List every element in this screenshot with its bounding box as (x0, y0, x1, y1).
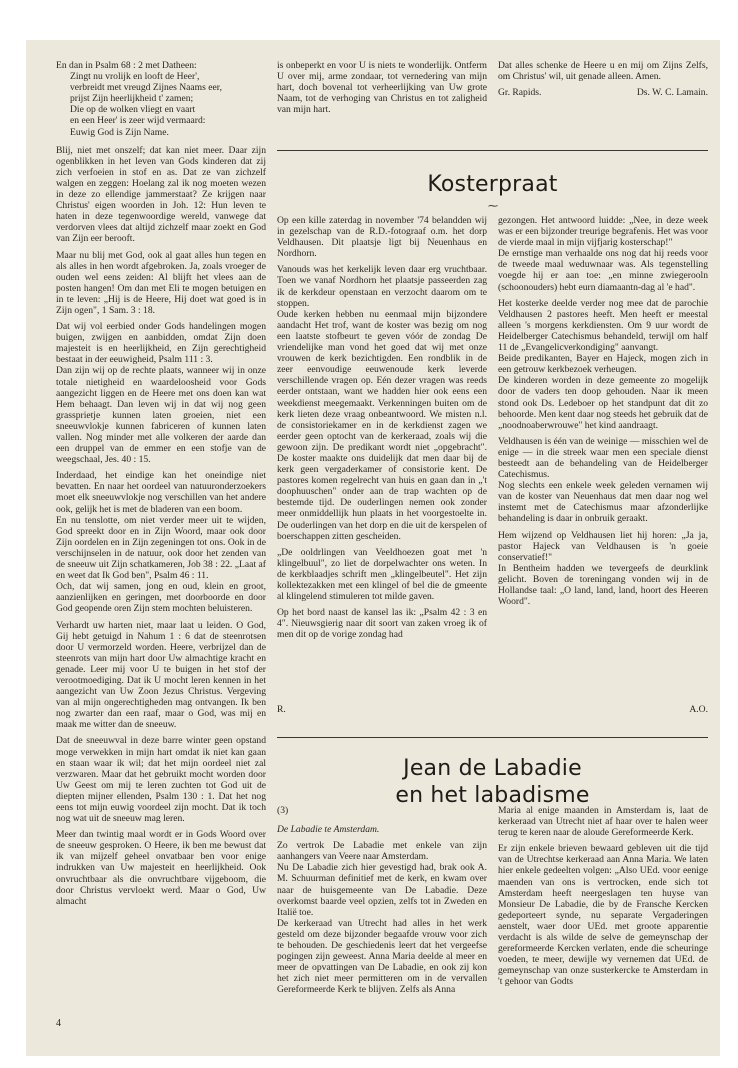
paragraph: Het kosterke deelde verder nog mee dat de parochie Veldhausen 2 pastores heeft. Men heeft er meestal alleen 's morgens kerkdiensten. Om 9 uur wordt de Heidelberger Catechismus behandeld, terwijl om half 11 de „Evangelicverkondiging" aanvangt. (498, 297, 708, 354)
paragraph: Hem wijzend op Veldhausen liet hij horen: „Ja ja, pastor Hajeck van Veldhausen is 'n goeie conservatief!" (498, 529, 708, 563)
paragraph: Beide predikanten, Bayer en Hajeck, mogen zich in een getrouw kerkbezoek verheugen. (498, 353, 708, 376)
right-column-top (498, 60, 708, 98)
signature-place: Gr. Rapids. (498, 87, 542, 99)
middle-column-top (277, 60, 487, 120)
paragraph: De kinderen worden in deze gemeente zo mogelijk door de vaders ten doop gehouden. Naar ik meen stond ook Ds. Ledeboer op het standpunt dat dit zo behoorde. Men kent daar nog steeds het gebruik dat de „noodnoaberwrouwe" het kind aandraagt. (498, 375, 708, 431)
paragraph: Maria al enige maanden in Amsterdam is, laat de kerkeraad van Utrecht niet af haar over te halen weer terug te keren naar de aloude Gereformeerde Kerk. (498, 805, 708, 839)
page-number: 4 (56, 1018, 61, 1029)
labadie-title (277, 755, 708, 809)
paragraph: Veldhausen is één van de weinige — misschien wel de enige — in die streek waar men een speciale dienst besteedt aan de behandeling van de Heidelberger Catechismus. (498, 435, 708, 481)
kosterpraat-column-2 (498, 215, 708, 612)
paragraph: „De ooldrlingen van Veeldhoezen goat met 'n klingelbuul", zo liet de dorpelwachter ons weten. In de kerkblaadjes schrift men „klingelbeutel". Het zijn kollektezakken met een klingel of bel die de gmeente al klingelend stimuleren tot milde gaven. (277, 546, 487, 603)
paragraph: Oude kerken hebben nu eenmaal mijn bijzondere aandacht Het trof, want de koster was bezig om nog een laatste stofbeurt te geven vóór de zondag De vriendelijke man vond het goed dat wij met onze vrouwen de kerk bezichtigden. Een rondblik in de zeer eenvoudige eeuwenoude kerk leverde verschillende vragen op. Eén dezer vragen was reeds eerder ontstaan, want we hadden hier ook eens een weekdienst meegemaakt. Verkenningen buiten om de kerk lieten deze vraag onbeantwoord. We misten n.l. de consistoriekamer en in de kerkdienst zagen we eerder geen optocht van de kerkeraad, zoals wij die gewoon zijn. De predikant wordt niet „opgebracht". De koster maakte ons duidelijk dat men daar bij de kerk geen vergaderkamer of consistorie kent. De pastores komen regelrecht van huis en gaan dan in „'t doophuuschen" onder aan de trap wachten op de bestemde tijd. De ouderlingen nemen ook zonder meer onmiddellijk hun plaats in het voorgestoelte in. De ouderlingen van het dorp en die uit de kerspelen of boerschappen zitten gescheiden. (277, 308, 487, 542)
left-column (56, 60, 266, 912)
paragraph: Zo vertrok De Labadie met enkele van zijn aanhangers van Veere naar Amsterdam. (277, 840, 487, 863)
paragraph: Dat de sneeuwval in deze barre winter geen opstand moge verwekken in mijn hart omdat ik niet kan gaan en staan waar ik wil; dat het mijn oordeel niet zal verzwaren. Maar dat het gebruikt mocht worden door Uw Geest om mij te leren zuchten tot God uit de diepten mijner ellenden, Psalm 130 : 1. Dat het nog eens tot mijn euwig voordeel zijn mocht. Dat ik toch nog wat uit de sneeuw mag leren. (56, 735, 266, 825)
paragraph: Meer dan twintig maal wordt er in Gods Woord over de sneeuw gesproken. O Heere, ik ben me bewust dat ik van mijzelf geheel onvatbaar ben voor enige indrukken van Uw majesteit en heerlijkheid. Ook onvruchtbaar als die onvruchtbare vijgeboom, die door Christus vervloekt werd. Maar o God, Uw almacht (56, 829, 266, 907)
paragraph: Blij, niet met onszelf; dat kan niet meer. Daar zijn ogenblikken in het leven van Gods kinderen dat zij zich verfoeien in stof en as. Dat ze van zichzelf walgen en zeggen: Hoelang zal ik nog moeten wezen in deze zo ellendige jammerstaat? Ze krijgen naar Christus' eigen woorden in Joh. 12: Hun leven te haten in deze tegenwoordige wereld, vanwege dat verdorven vlees dat altijd zichzelf maar zoekt en God van Zijn eer berooft. (56, 144, 266, 245)
labadie-column-1 (277, 805, 487, 996)
labadie-column-2 (498, 805, 708, 988)
kosterpraat-title: Kosterpraat (427, 172, 558, 197)
poem-line: Zingt nu vrolijk en looft de Heer', (70, 71, 200, 83)
article-subtitle: De Labadie te Amsterdam. (277, 824, 380, 836)
poem-line: Die op de wolken vliegt en vaart (70, 104, 196, 116)
paragraph: Dan zijn wij op de rechte plaats, wanneer wij in onze totale nietigheid en waardeloosheid voor Gods aangezicht liggen en de Heere met ons doen kan wat Hem behaagt. Dan leven wij in dat wij nog geen grassprietje kunnen laten groeien, niet een sneeuwvlokje kunnen fabriceren of kunnen laten vallen. Nog minder met alle volkeren der aarde dan een druppel van de emmer en een stofje van de weegschaal, Jes. 40 : 15. (56, 365, 266, 466)
article-number: (3) (277, 805, 289, 816)
signature-line (498, 87, 708, 98)
paragraph: Op een kille zaterdag in november '74 belandden wij in gezelschap van de R.D.-fotograaf o.m. het dorp Veldhausen. Dit plaatsje ligt bij Neuenhaus en Nordhorn. (277, 215, 487, 260)
paragraph: De kerkeraad van Utrecht had alles in het werk gesteld om deze bijzonder begaafde vrouw voor zich te behouden. De geschiedenis leert dat het vergeefse pogingen zijn geweest. Anna Maria deelde al meer en meer de opvattingen van De Labadie, en ook zij kon het zich niet meer permitteren om in de vervallen Gereformeerde Kerk te blijven. Zelfs als Anna (277, 917, 487, 996)
paragraph: Vanouds was het kerkelijk leven daar erg vruchtbaar. Toen we vanaf Nordhorn het plaatsje passeerden zag ik de kerkdeur openstaan en verzocht daarom om te stoppen. (277, 264, 487, 309)
psalm-poem (56, 71, 266, 138)
kosterpraat-signature (277, 704, 708, 715)
paragraph: Dat alles schenke de Heere u en mij om Zijns Zelfs, om Christus' wil, uit genade alleen. Amen. (498, 60, 708, 83)
section-divider (277, 150, 708, 151)
poem-line: prijst Zijn heerlijkheid t' zamen; (70, 93, 194, 105)
paragraph: In Bentheim hadden we tevergeefs de deurklink gelicht. Boven de toreningang vonden wij in de Hollandse taal: „O land, land, land, hoort des Heeren Woord". (498, 562, 708, 608)
poem-line: verbreidt met vreugd Zijnes Naams eer, (70, 82, 222, 94)
paragraph: Er zijn enkele brieven bewaard gebleven uit die tijd van de Utrechtse kerkeraad aan Anna Maria. We laten hier enkele gedeelten volgen: „Also UEd. voor eenige maenden van ons is vertrocken, ende sich tot Amsterdam heeft neergeslagen ten huyse van Monsieur De Labadie, die by de Fransche Kercken gedeporteert synde, nu separate Vergaderingen aenstelt, waer door UEd. met groote apparentie verdacht is als wilde de selve de gemeynschap der gereformeerde Kercken verlaten, ende die scheuringe voeden, te meer, dewijle wy vernemen dat UEd. de gemeynschap van onze susterkercke te Amsterdam in 't gehoor van Godts (498, 843, 708, 988)
poem-line: Euwig God is Zijn Name. (70, 126, 169, 138)
labadie-title-line: Jean de Labadie (403, 756, 582, 781)
poem-line: en een Heer' is zeer wijd vermaard: (70, 115, 206, 127)
title-ornament: ⁓ (488, 201, 498, 212)
paragraph: Verhardt uw harten niet, maar laat u leiden. O God, Gij hebt getuigd in Nahum 1 : 6 dat de steenrotsen door U vermorzeld worden. Heere, verbrijzel dan de steenrots van mijn hart door Uw almachtige kracht en genade. Leer mij voor U te buigen in het stof der verootmoediging. Dat ik U mocht leren kennen in het aangezicht van Uw Zoon Jezus Christus. Vergeving van al mijn ongerechtigheden mag ontvangen. Ik ben nog zwarter dan een raaf, maar o God, was mij en maak me witter dan de sneeuw. (56, 619, 266, 731)
paragraph: Op het bord naast de kansel las ik: „Psalm 42 : 3 en 4". Nieuwsgierig naar dit soort van zaken vroeg ik of men dit op de vorige zondag had (277, 607, 487, 641)
kosterpraat-column-1 (277, 215, 487, 645)
section-divider (277, 737, 708, 738)
paragraph: is onbeperkt en voor U is niets te wonderlijk. Ontferm U over mij, arme zondaar, tot vernedering van mijn hart, doch bovenal tot verheerlijking van Uw grote Naam, tot de verhoging van Christus en tot zaligheid van mijn hart. (277, 60, 487, 116)
signature-author: Ds. W. C. Lamain. (636, 87, 708, 99)
paragraph: gezongen. Het antwoord luidde: „Nee, in deze week was er een bijzonder treurige begrafenis. Het was voor de vierde maal in mijn vijfjarig kosterschap!" (498, 215, 708, 249)
signature-initials: A.O. (689, 704, 708, 715)
labadie-title-line: en het labadisme (395, 783, 590, 808)
paragraph: Nog slechts een enkele week geleden vernamen wij van de koster van Neuenhaus dat men daar nog wel instemt met de Catechismus maar afzonderlijke behandeling is daar in onbruik geraakt. (498, 480, 708, 525)
paragraph: En nu tenslotte, om niet verder meer uit te wijden, God spreekt door en in Zijn Woord, maar ook door Zijn oordelen en in Zijn zegeningen tot ons. Ook in de verschijnselen in de natuur, ook door het zenden van de sneeuw uit Zijn schatkameren, Job 38 : 22. „Laat af en weet dat Ik God ben", Psalm 46 : 11. (56, 514, 266, 582)
psalm-intro: En dan in Psalm 68 : 2 met Datheen: (56, 60, 197, 71)
paragraph: Nu De Labadie zich hier gevestigd had, brak ook A. M. Schuurman definitief met de kerk, en kwam over naar de huisgemeente van De Labadie. Deze overkomst baarde veel opzien, zelfs tot in Zweden en Italië toe. (277, 862, 487, 918)
paragraph: Dat wij vol eerbied onder Gods handelingen mogen buigen, zwijgen en aanbidden, omdat Zijn doen majesteit is en heerlijkheid, en Zijn gerechtigheid bestaat in der eeuwigheid, Psalm 111 : 3. (56, 321, 266, 366)
paragraph: De ernstige man verhaalde ons nog dat hij reeds voor de tweede maal weduwnaar was. Als tegenstelling voegde hij er aan toe: „en minne zwiegerooln (schoonouders) hebt eurn diamaantn-dag al 'e had". (498, 248, 708, 293)
signature-initial: R. (277, 704, 286, 715)
paragraph: Maar nu blij met God, ook al gaat alles hun tegen en als alles in hen wordt afgebroken. Ja, zoals vroeger de ouden wel eens zeiden: Al blijft het vlees aan de posten hangen! Om dan met Eli te mogen betuigen en in te leven: „Hij is de Heere, Hij doet wat goed is in Zijn ogen", 1 Sam. 3 : 18. (56, 249, 266, 316)
paragraph: Inderdaad, het eindige kan het oneindige niet bevatten. En naar het oordeel van natuuronderzoekers moet elk sneeuwvlokje nog verschillen van het andere ook, gelijk het is met de bladeren van een boom. (56, 470, 266, 515)
paragraph: Och, dat wij samen, jong en oud, klein en groot, aanzienlijken en geringen, met doorboorde en door God geopende oren Zijn stem mochten beluisteren. (56, 581, 266, 615)
